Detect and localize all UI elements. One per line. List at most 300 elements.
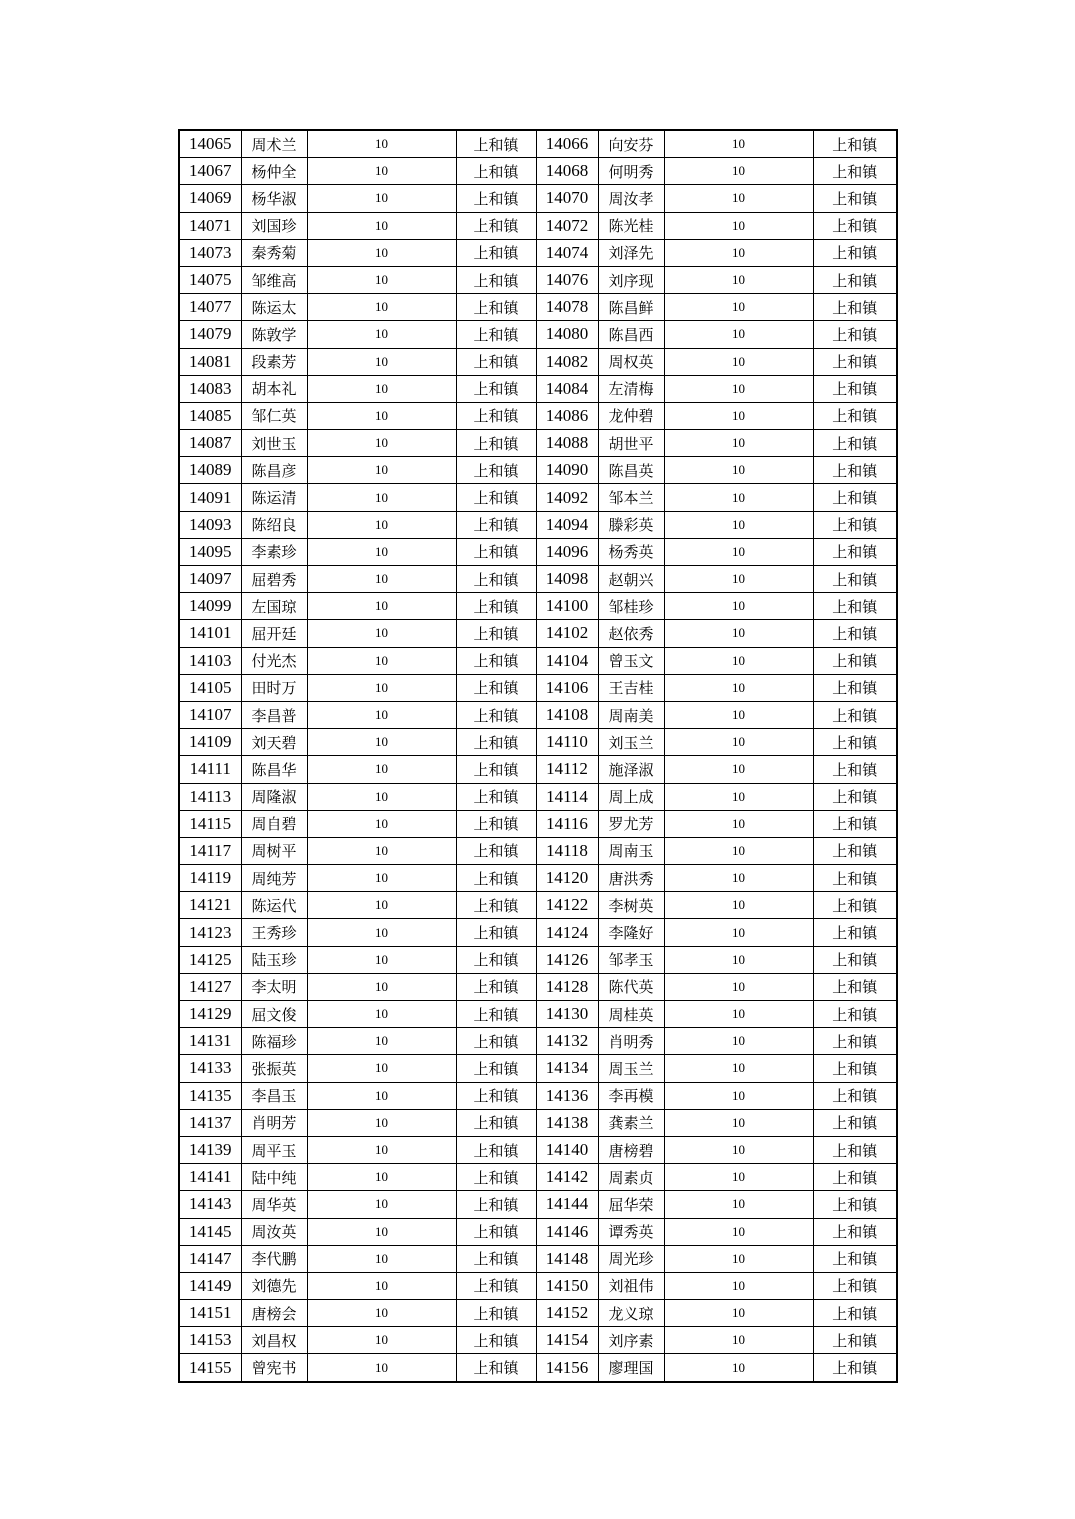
record-id-cell: 14082 <box>536 348 598 375</box>
person-name-cell: 张振英 <box>241 1055 307 1082</box>
record-id-cell: 14075 <box>179 266 241 293</box>
table-row <box>179 130 897 158</box>
record-id-cell: 14115 <box>179 810 241 837</box>
amount-cell: 10 <box>307 973 456 1000</box>
person-name-cell: 陈绍良 <box>241 511 307 538</box>
amount-cell: 10 <box>307 185 456 212</box>
town-name-cell: 上和镇 <box>813 865 897 892</box>
person-name-cell: 周平玉 <box>241 1136 307 1163</box>
town-name-cell: 上和镇 <box>456 973 536 1000</box>
record-id-cell: 14152 <box>536 1300 598 1327</box>
person-name-cell: 陈昌华 <box>241 756 307 783</box>
record-id-cell: 14133 <box>179 1055 241 1082</box>
amount-cell: 10 <box>307 158 456 185</box>
person-name-cell: 龙仲碧 <box>598 402 664 429</box>
record-id-cell: 14102 <box>536 620 598 647</box>
town-name-cell: 上和镇 <box>813 837 897 864</box>
amount-cell: 10 <box>664 674 813 701</box>
amount-cell: 10 <box>664 946 813 973</box>
amount-cell: 10 <box>664 266 813 293</box>
town-name-cell: 上和镇 <box>456 130 536 158</box>
town-name-cell: 上和镇 <box>456 1327 536 1354</box>
town-name-cell: 上和镇 <box>456 1028 536 1055</box>
town-name-cell: 上和镇 <box>456 348 536 375</box>
record-id-cell: 14089 <box>179 457 241 484</box>
town-name-cell: 上和镇 <box>813 484 897 511</box>
table-row <box>179 212 897 239</box>
person-name-cell: 周南玉 <box>598 837 664 864</box>
person-name-cell: 屈开廷 <box>241 620 307 647</box>
person-name-cell: 邹孝玉 <box>598 946 664 973</box>
record-id-cell: 14078 <box>536 294 598 321</box>
amount-cell: 10 <box>307 430 456 457</box>
record-id-cell: 14113 <box>179 783 241 810</box>
person-name-cell: 刘世玉 <box>241 430 307 457</box>
person-name-cell: 陈昌西 <box>598 321 664 348</box>
table-row <box>179 919 897 946</box>
town-name-cell: 上和镇 <box>456 1354 536 1382</box>
person-name-cell: 龚素兰 <box>598 1109 664 1136</box>
record-id-cell: 14093 <box>179 511 241 538</box>
record-id-cell: 14117 <box>179 837 241 864</box>
record-id-cell: 14106 <box>536 674 598 701</box>
amount-cell: 10 <box>664 1218 813 1245</box>
amount-cell: 10 <box>664 1055 813 1082</box>
person-name-cell: 付光杰 <box>241 647 307 674</box>
amount-cell: 10 <box>307 865 456 892</box>
record-id-cell: 14142 <box>536 1164 598 1191</box>
table-row <box>179 1218 897 1245</box>
town-name-cell: 上和镇 <box>813 375 897 402</box>
record-id-cell: 14131 <box>179 1028 241 1055</box>
town-name-cell: 上和镇 <box>456 457 536 484</box>
table-row <box>179 375 897 402</box>
town-name-cell: 上和镇 <box>456 1001 536 1028</box>
amount-cell: 10 <box>307 1300 456 1327</box>
amount-cell: 10 <box>664 185 813 212</box>
amount-cell: 10 <box>664 1300 813 1327</box>
amount-cell: 10 <box>664 1354 813 1382</box>
table-row <box>179 892 897 919</box>
record-id-cell: 14147 <box>179 1245 241 1272</box>
record-id-cell: 14107 <box>179 701 241 728</box>
table-row <box>179 321 897 348</box>
person-name-cell: 杨华淑 <box>241 185 307 212</box>
town-name-cell: 上和镇 <box>456 919 536 946</box>
amount-cell: 10 <box>307 1164 456 1191</box>
record-id-cell: 14097 <box>179 566 241 593</box>
amount-cell: 10 <box>664 212 813 239</box>
person-name-cell: 秦秀菊 <box>241 239 307 266</box>
amount-cell: 10 <box>664 1001 813 1028</box>
record-id-cell: 14153 <box>179 1327 241 1354</box>
town-name-cell: 上和镇 <box>456 511 536 538</box>
table-row <box>179 946 897 973</box>
amount-cell: 10 <box>664 511 813 538</box>
record-id-cell: 14108 <box>536 701 598 728</box>
person-name-cell: 向安芬 <box>598 130 664 158</box>
town-name-cell: 上和镇 <box>456 593 536 620</box>
record-id-cell: 14112 <box>536 756 598 783</box>
person-name-cell: 周光珍 <box>598 1245 664 1272</box>
record-id-cell: 14141 <box>179 1164 241 1191</box>
town-name-cell: 上和镇 <box>813 919 897 946</box>
record-id-cell: 14066 <box>536 130 598 158</box>
amount-cell: 10 <box>664 892 813 919</box>
record-id-cell: 14073 <box>179 239 241 266</box>
person-name-cell: 曾宪书 <box>241 1354 307 1382</box>
town-name-cell: 上和镇 <box>813 1109 897 1136</box>
record-id-cell: 14129 <box>179 1001 241 1028</box>
town-name-cell: 上和镇 <box>456 729 536 756</box>
record-id-cell: 14121 <box>179 892 241 919</box>
amount-cell: 10 <box>664 810 813 837</box>
amount-cell: 10 <box>664 1327 813 1354</box>
record-id-cell: 14074 <box>536 239 598 266</box>
person-name-cell: 周树平 <box>241 837 307 864</box>
amount-cell: 10 <box>307 946 456 973</box>
town-name-cell: 上和镇 <box>813 783 897 810</box>
record-id-cell: 14072 <box>536 212 598 239</box>
table-row <box>179 158 897 185</box>
person-name-cell: 何明秀 <box>598 158 664 185</box>
record-id-cell: 14145 <box>179 1218 241 1245</box>
amount-cell: 10 <box>664 701 813 728</box>
record-id-cell: 14151 <box>179 1300 241 1327</box>
record-id-cell: 14136 <box>536 1082 598 1109</box>
town-name-cell: 上和镇 <box>813 430 897 457</box>
record-id-cell: 14134 <box>536 1055 598 1082</box>
amount-cell: 10 <box>664 1082 813 1109</box>
amount-cell: 10 <box>664 130 813 158</box>
person-name-cell: 周纯芳 <box>241 865 307 892</box>
person-name-cell: 刘国珍 <box>241 212 307 239</box>
person-name-cell: 刘序素 <box>598 1327 664 1354</box>
town-name-cell: 上和镇 <box>813 566 897 593</box>
town-name-cell: 上和镇 <box>813 266 897 293</box>
record-id-cell: 14104 <box>536 647 598 674</box>
person-name-cell: 屈文俊 <box>241 1001 307 1028</box>
person-name-cell: 龙义琼 <box>598 1300 664 1327</box>
record-id-cell: 14085 <box>179 402 241 429</box>
town-name-cell: 上和镇 <box>456 1136 536 1163</box>
table-row <box>179 1327 897 1354</box>
table-row <box>179 620 897 647</box>
record-id-cell: 14100 <box>536 593 598 620</box>
amount-cell: 10 <box>307 321 456 348</box>
town-name-cell: 上和镇 <box>813 1218 897 1245</box>
record-id-cell: 14086 <box>536 402 598 429</box>
amount-cell: 10 <box>307 620 456 647</box>
town-name-cell: 上和镇 <box>813 1272 897 1299</box>
amount-cell: 10 <box>664 402 813 429</box>
amount-cell: 10 <box>664 375 813 402</box>
record-id-cell: 14079 <box>179 321 241 348</box>
amount-cell: 10 <box>307 348 456 375</box>
table-row <box>179 1164 897 1191</box>
person-name-cell: 赵朝兴 <box>598 566 664 593</box>
town-name-cell: 上和镇 <box>456 1245 536 1272</box>
record-id-cell: 14080 <box>536 321 598 348</box>
record-id-cell: 14154 <box>536 1327 598 1354</box>
town-name-cell: 上和镇 <box>813 973 897 1000</box>
person-name-cell: 陈敦学 <box>241 321 307 348</box>
person-name-cell: 田时万 <box>241 674 307 701</box>
person-name-cell: 周华英 <box>241 1191 307 1218</box>
town-name-cell: 上和镇 <box>813 130 897 158</box>
amount-cell: 10 <box>664 321 813 348</box>
table-row <box>179 484 897 511</box>
person-name-cell: 陈运清 <box>241 484 307 511</box>
person-name-cell: 周隆淑 <box>241 783 307 810</box>
record-id-cell: 14126 <box>536 946 598 973</box>
person-name-cell: 王秀珍 <box>241 919 307 946</box>
person-name-cell: 廖理国 <box>598 1354 664 1382</box>
record-id-cell: 14119 <box>179 865 241 892</box>
amount-cell: 10 <box>664 239 813 266</box>
record-id-cell: 14084 <box>536 375 598 402</box>
record-id-cell: 14077 <box>179 294 241 321</box>
amount-cell: 10 <box>664 158 813 185</box>
record-id-cell: 14120 <box>536 865 598 892</box>
town-name-cell: 上和镇 <box>813 511 897 538</box>
amount-cell: 10 <box>307 1082 456 1109</box>
table-row <box>179 810 897 837</box>
table-row <box>179 674 897 701</box>
amount-cell: 10 <box>664 620 813 647</box>
table-row <box>179 973 897 1000</box>
person-name-cell: 周自碧 <box>241 810 307 837</box>
town-name-cell: 上和镇 <box>456 1191 536 1218</box>
town-name-cell: 上和镇 <box>456 946 536 973</box>
person-name-cell: 赵依秀 <box>598 620 664 647</box>
person-name-cell: 屈碧秀 <box>241 566 307 593</box>
amount-cell: 10 <box>307 402 456 429</box>
town-name-cell: 上和镇 <box>813 1191 897 1218</box>
person-name-cell: 陈福珍 <box>241 1028 307 1055</box>
table-row <box>179 756 897 783</box>
town-name-cell: 上和镇 <box>813 239 897 266</box>
record-id-cell: 14149 <box>179 1272 241 1299</box>
town-name-cell: 上和镇 <box>456 239 536 266</box>
town-name-cell: 上和镇 <box>456 620 536 647</box>
town-name-cell: 上和镇 <box>813 538 897 565</box>
person-name-cell: 胡本礼 <box>241 375 307 402</box>
table-row <box>179 1109 897 1136</box>
person-name-cell: 罗尤芳 <box>598 810 664 837</box>
amount-cell: 10 <box>664 1272 813 1299</box>
person-name-cell: 周桂英 <box>598 1001 664 1028</box>
person-name-cell: 陈昌彦 <box>241 457 307 484</box>
person-name-cell: 胡世平 <box>598 430 664 457</box>
person-name-cell: 邹本兰 <box>598 484 664 511</box>
record-id-cell: 14065 <box>179 130 241 158</box>
person-name-cell: 刘序现 <box>598 266 664 293</box>
table-row <box>179 1300 897 1327</box>
person-name-cell: 周上成 <box>598 783 664 810</box>
record-id-cell: 14137 <box>179 1109 241 1136</box>
amount-cell: 10 <box>307 511 456 538</box>
record-id-cell: 14071 <box>179 212 241 239</box>
amount-cell: 10 <box>307 484 456 511</box>
record-id-cell: 14155 <box>179 1354 241 1382</box>
person-name-cell: 周术兰 <box>241 130 307 158</box>
record-id-cell: 14095 <box>179 538 241 565</box>
town-name-cell: 上和镇 <box>813 1028 897 1055</box>
table-row <box>179 1245 897 1272</box>
record-id-cell: 14143 <box>179 1191 241 1218</box>
town-name-cell: 上和镇 <box>456 783 536 810</box>
person-name-cell: 李素珍 <box>241 538 307 565</box>
amount-cell: 10 <box>307 783 456 810</box>
town-name-cell: 上和镇 <box>456 294 536 321</box>
table-row <box>179 593 897 620</box>
record-id-cell: 14081 <box>179 348 241 375</box>
town-name-cell: 上和镇 <box>813 1164 897 1191</box>
amount-cell: 10 <box>307 674 456 701</box>
amount-cell: 10 <box>307 919 456 946</box>
person-name-cell: 邹桂珍 <box>598 593 664 620</box>
table-row <box>179 1082 897 1109</box>
person-name-cell: 周玉兰 <box>598 1055 664 1082</box>
table-row <box>179 457 897 484</box>
town-name-cell: 上和镇 <box>456 1109 536 1136</box>
town-name-cell: 上和镇 <box>813 1055 897 1082</box>
record-id-cell: 14150 <box>536 1272 598 1299</box>
person-name-cell: 刘泽先 <box>598 239 664 266</box>
amount-cell: 10 <box>664 919 813 946</box>
town-name-cell: 上和镇 <box>813 348 897 375</box>
town-name-cell: 上和镇 <box>813 1354 897 1382</box>
roster-body <box>179 130 897 1382</box>
amount-cell: 10 <box>664 566 813 593</box>
amount-cell: 10 <box>307 1272 456 1299</box>
town-name-cell: 上和镇 <box>456 674 536 701</box>
amount-cell: 10 <box>664 1164 813 1191</box>
amount-cell: 10 <box>307 810 456 837</box>
town-name-cell: 上和镇 <box>456 837 536 864</box>
person-name-cell: 肖明芳 <box>241 1109 307 1136</box>
amount-cell: 10 <box>307 212 456 239</box>
amount-cell: 10 <box>664 538 813 565</box>
amount-cell: 10 <box>307 1327 456 1354</box>
person-name-cell: 陈代英 <box>598 973 664 1000</box>
person-name-cell: 周素贞 <box>598 1164 664 1191</box>
town-name-cell: 上和镇 <box>456 430 536 457</box>
table-row <box>179 1028 897 1055</box>
amount-cell: 10 <box>307 1028 456 1055</box>
town-name-cell: 上和镇 <box>456 212 536 239</box>
amount-cell: 10 <box>307 1245 456 1272</box>
amount-cell: 10 <box>664 647 813 674</box>
person-name-cell: 唐榜碧 <box>598 1136 664 1163</box>
amount-cell: 10 <box>307 1001 456 1028</box>
record-id-cell: 14118 <box>536 837 598 864</box>
town-name-cell: 上和镇 <box>813 1245 897 1272</box>
person-name-cell: 李昌普 <box>241 701 307 728</box>
amount-cell: 10 <box>307 756 456 783</box>
record-id-cell: 14083 <box>179 375 241 402</box>
person-name-cell: 唐榜会 <box>241 1300 307 1327</box>
amount-cell: 10 <box>307 892 456 919</box>
record-id-cell: 14140 <box>536 1136 598 1163</box>
record-id-cell: 14110 <box>536 729 598 756</box>
person-name-cell: 周汝孝 <box>598 185 664 212</box>
amount-cell: 10 <box>307 1109 456 1136</box>
amount-cell: 10 <box>307 1354 456 1382</box>
record-id-cell: 14076 <box>536 266 598 293</box>
town-name-cell: 上和镇 <box>456 566 536 593</box>
table-row <box>179 729 897 756</box>
person-name-cell: 刘德先 <box>241 1272 307 1299</box>
person-name-cell: 滕彩英 <box>598 511 664 538</box>
table-row <box>179 538 897 565</box>
town-name-cell: 上和镇 <box>813 674 897 701</box>
town-name-cell: 上和镇 <box>813 294 897 321</box>
amount-cell: 10 <box>307 837 456 864</box>
record-id-cell: 14098 <box>536 566 598 593</box>
record-id-cell: 14091 <box>179 484 241 511</box>
table-row <box>179 865 897 892</box>
amount-cell: 10 <box>664 430 813 457</box>
person-name-cell: 施泽淑 <box>598 756 664 783</box>
table-row <box>179 294 897 321</box>
record-id-cell: 14139 <box>179 1136 241 1163</box>
town-name-cell: 上和镇 <box>813 1136 897 1163</box>
person-name-cell: 李代鹏 <box>241 1245 307 1272</box>
person-name-cell: 曾玉文 <box>598 647 664 674</box>
town-name-cell: 上和镇 <box>456 266 536 293</box>
town-name-cell: 上和镇 <box>813 946 897 973</box>
person-name-cell: 周南美 <box>598 701 664 728</box>
table-row <box>179 1136 897 1163</box>
record-id-cell: 14070 <box>536 185 598 212</box>
town-name-cell: 上和镇 <box>456 701 536 728</box>
town-name-cell: 上和镇 <box>813 1001 897 1028</box>
amount-cell: 10 <box>664 484 813 511</box>
table-row <box>179 701 897 728</box>
person-name-cell: 刘玉兰 <box>598 729 664 756</box>
town-name-cell: 上和镇 <box>456 185 536 212</box>
record-id-cell: 14090 <box>536 457 598 484</box>
table-row <box>179 1055 897 1082</box>
person-name-cell: 左国琼 <box>241 593 307 620</box>
record-id-cell: 14087 <box>179 430 241 457</box>
table-row <box>179 430 897 457</box>
amount-cell: 10 <box>307 130 456 158</box>
table-row <box>179 266 897 293</box>
person-name-cell: 谭秀英 <box>598 1218 664 1245</box>
table-row <box>179 1001 897 1028</box>
record-id-cell: 14105 <box>179 674 241 701</box>
amount-cell: 10 <box>664 348 813 375</box>
person-name-cell: 屈华荣 <box>598 1191 664 1218</box>
amount-cell: 10 <box>307 1191 456 1218</box>
record-id-cell: 14116 <box>536 810 598 837</box>
record-id-cell: 14068 <box>536 158 598 185</box>
person-name-cell: 刘祖伟 <box>598 1272 664 1299</box>
person-name-cell: 王吉桂 <box>598 674 664 701</box>
town-name-cell: 上和镇 <box>456 810 536 837</box>
amount-cell: 10 <box>664 973 813 1000</box>
record-id-cell: 14125 <box>179 946 241 973</box>
person-name-cell: 陈运太 <box>241 294 307 321</box>
person-name-cell: 肖明秀 <box>598 1028 664 1055</box>
town-name-cell: 上和镇 <box>813 1082 897 1109</box>
person-name-cell: 陈运代 <box>241 892 307 919</box>
record-id-cell: 14156 <box>536 1354 598 1382</box>
person-name-cell: 左清梅 <box>598 375 664 402</box>
